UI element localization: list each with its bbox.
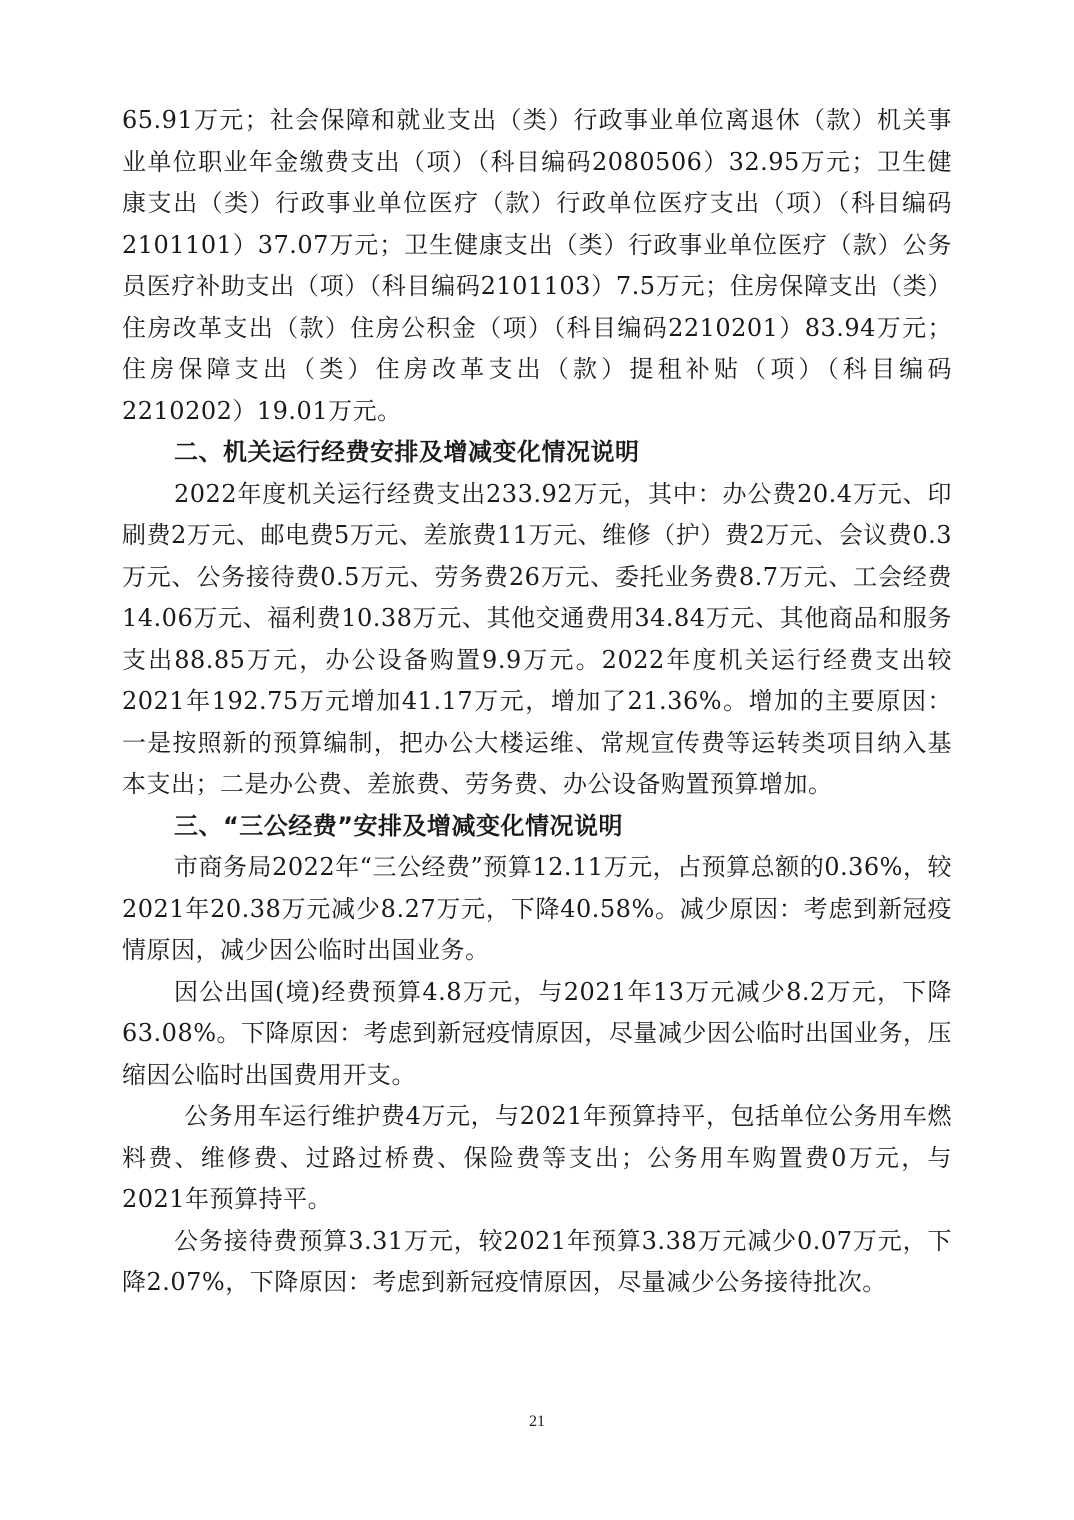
paragraph-three-public-expenses-summary: 市商务局2022年“三公经费”预算12.11万元，占预算总额的0.36%，较2021年20.38万元减少8.27万元，下降40.58%。减少原因：考虑到新冠疫情原因，减少因公临时出国业务。 [122, 853, 952, 964]
paragraph-official-reception: 公务接待费预算3.31万元，较2021年预算3.38万元减少0.07万元，下降2.07%，下降原因：考虑到新冠疫情原因，尽量减少公务接待批次。 [122, 1226, 952, 1296]
page-number: 21 [529, 1413, 545, 1430]
section-heading-operating-expenses: 二、机关运行经费安排及增减变化情况说明 [174, 438, 640, 466]
paragraph-official-vehicles: 公务用车运行维护费4万元，与2021年预算持平，包括单位公务用车燃料费、维修费、过路过桥费、保险费等支出；公务用车购置费0万元，与2021年预算持平。 [122, 1102, 952, 1213]
paragraph-operating-expenses: 2022年度机关运行经费支出233.92万元，其中：办公费20.4万元、印刷费2万元、邮电费5万元、差旅费11万元、维修（护）费2万元、会议费0.3万元、公务接待费0.5万元、劳务费26万元、委托业务费8.7万元、工会经费14.06万元、福利费10.38万元、其他交通费用34.84万元、其他商品和服务支出88.85万元，办公设备购置9.9万元。2022年度机关运行经费支出较2021年192.75万元增加41.17万元，增加了21.36%。增加的主要原因：一是按照新的预算编制，把办公大楼运维、常规宣传费等运转类项目纳入基本支出；二是办公费、差旅费、劳务费、办公设备购置预算增加。 [122, 479, 952, 798]
document-page [122, 100, 952, 1304]
paragraph-overseas-travel: 因公出国(境)经费预算4.8万元，与2021年13万元减少8.2万元，下降63.08%。下降原因：考虑到新冠疫情原因，尽量减少因公临时出国业务，压缩因公临时出国费用开支。 [122, 977, 952, 1089]
paragraph-budget-items-continued: 65.91万元；社会保障和就业支出（类）行政事业单位离退休（款）机关事业单位职业年金缴费支出（项）（科目编码2080506）32.95万元；卫生健康支出（类）行政事业单位医疗（款）行政单位医疗支出（项）（科目编码2101101）37.07万元；卫生健康支出（类）行政事业单位医疗（款）公务员医疗补助支出（项）（科目编码2101103）7.5万元；住房保障支出（类）住房改革支出（款）住房公积金（项）（科目编码2210201）83.94万元；住房保障支出（类）住房改革支出（款）提租补贴（项）（科目编码2210202）19.01万元。 [122, 106, 952, 425]
section-heading-three-public-expenses: 三、“三公经费”安排及增减变化情况说明 [174, 811, 624, 840]
